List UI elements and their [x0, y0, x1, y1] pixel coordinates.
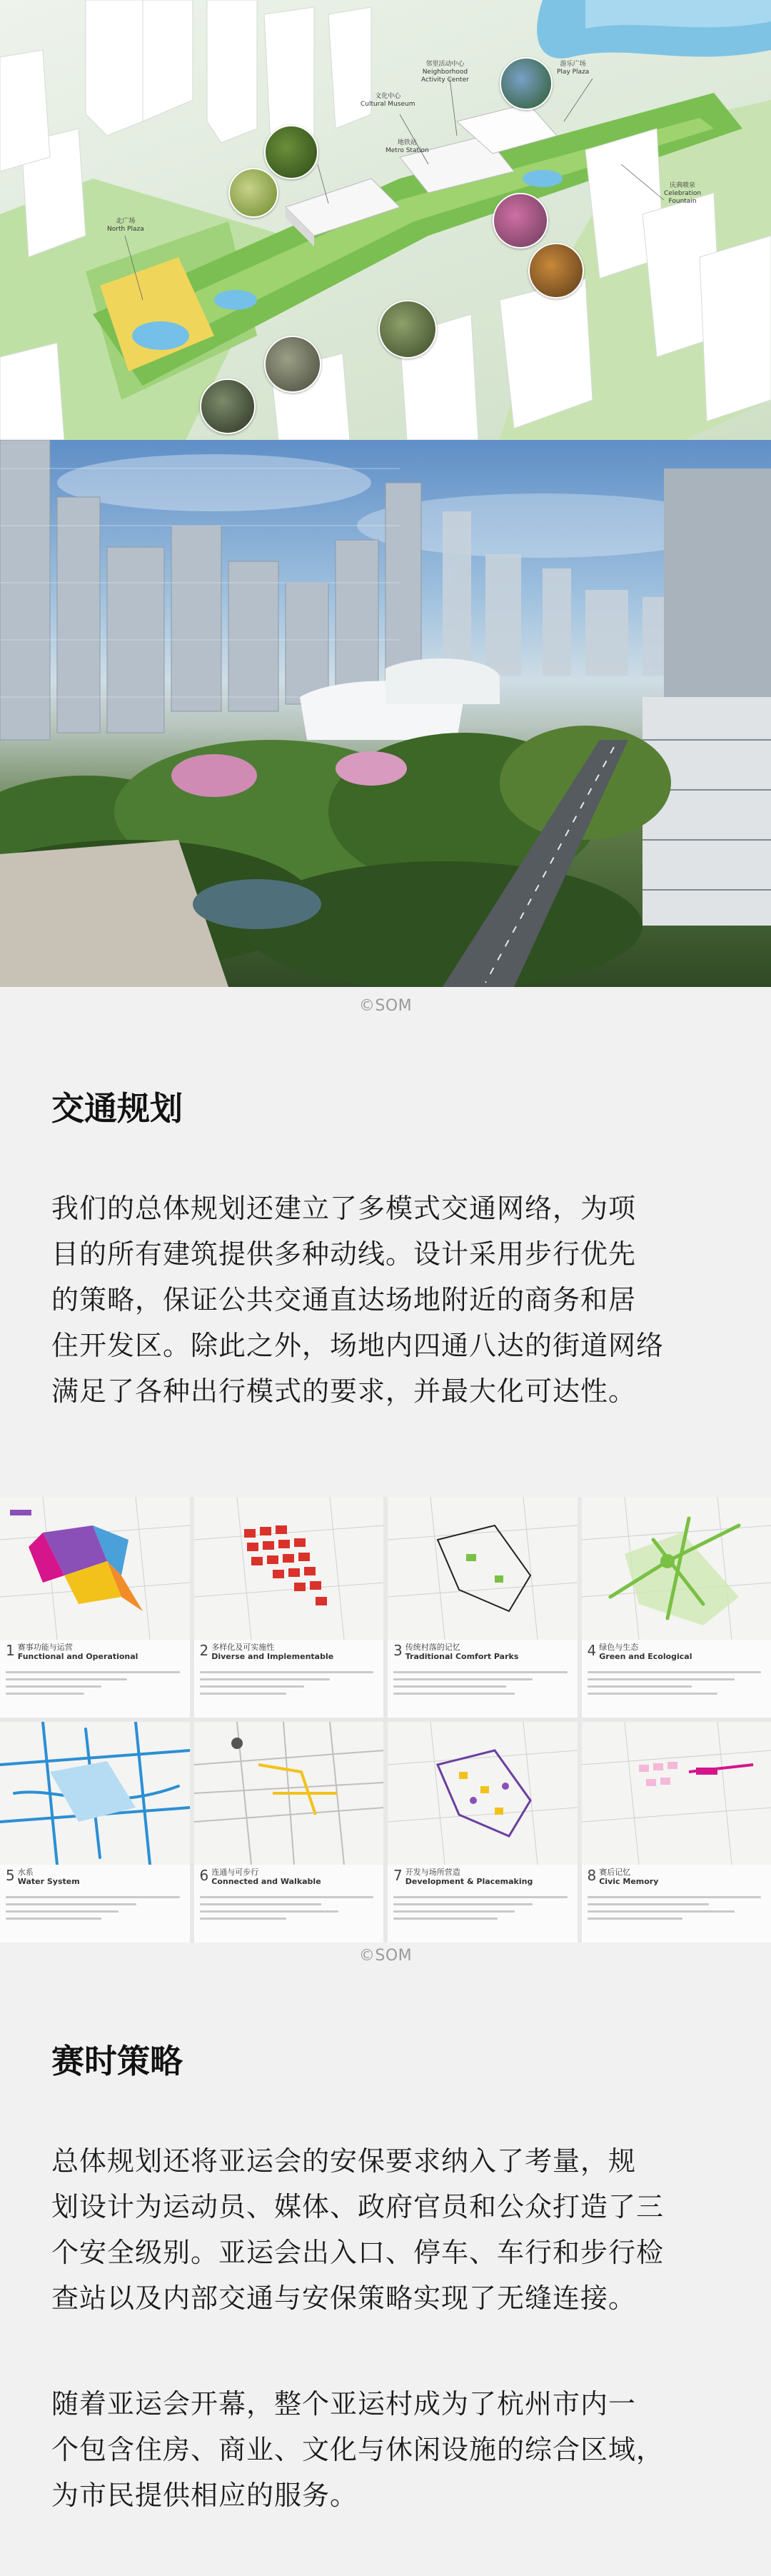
- diagram-number: 3: [393, 1642, 403, 1659]
- diagram-number: 5: [6, 1867, 15, 1884]
- diagram-title-en: Diverse and Implementable: [211, 1652, 334, 1661]
- diagram-title-cn: 传统村落的记忆: [405, 1643, 460, 1652]
- diagram-panel: [582, 1722, 771, 1943]
- diagram-number: 7: [393, 1867, 403, 1884]
- planting-photo-bubble: [500, 57, 553, 110]
- diagram-traditional: [388, 1497, 578, 1640]
- diagram-civic-memory: [582, 1722, 771, 1865]
- planting-photo-bubble: [378, 300, 437, 359]
- diagram-green: [582, 1497, 771, 1640]
- diagram-caption: [393, 1643, 573, 1661]
- paragraph-line: 目的所有建筑提供多种动线。设计采用步行优先: [51, 1238, 637, 1270]
- diagram-title-cn: 开发与场所营造: [405, 1868, 460, 1877]
- planting-photo-bubble: [493, 193, 548, 249]
- planting-photo-bubble: [228, 168, 278, 218]
- diagram-notes: [588, 1896, 762, 1925]
- diagram-panel: [194, 1497, 384, 1718]
- paragraph-line: 个包含住房、商业、文化与休闲设施的综合区域，: [51, 2434, 665, 2465]
- diagram-connected: [194, 1722, 384, 1865]
- callout-metro-station: 地铁站 Metro Station: [386, 139, 429, 154]
- diagram-map: [388, 1722, 578, 1865]
- planting-photo-bubble: [264, 336, 321, 393]
- planting-photo-bubble: [528, 243, 584, 299]
- diagram-caption: [200, 1868, 380, 1886]
- diagram-functional: [0, 1497, 190, 1640]
- diagram-map: [194, 1722, 384, 1865]
- diagram-notes: [588, 1671, 762, 1700]
- paragraph-line: 住开发区。除此之外，场地内四通八达的街道网络: [51, 1330, 665, 1361]
- callout-play-plaza: 游乐广场 Play Plaza: [557, 61, 590, 76]
- planting-photo-bubble: [264, 125, 318, 179]
- render-credit: ©SOM: [358, 997, 413, 1015]
- diagram-map: [0, 1497, 190, 1640]
- paragraph-line: 满足了各种出行模式的要求，并最大化可达性。: [51, 1375, 637, 1407]
- diagram-map: [388, 1497, 578, 1640]
- diagram-title-cn: 绿色与生态: [599, 1643, 639, 1652]
- diagram-title-en: Development & Placemaking: [405, 1877, 533, 1886]
- paragraph-line: 随着亚运会开幕，整个亚运村成为了杭州市内一: [51, 2388, 637, 2420]
- paragraph-line: 总体规划还将亚运会的安保要求纳入了考量，规: [51, 2145, 637, 2177]
- planting-photo-bubble: [200, 379, 256, 434]
- diagram-caption: [6, 1643, 186, 1661]
- diagram-caption: [393, 1868, 573, 1886]
- diagram-title-en: Traditional Comfort Parks: [405, 1652, 519, 1661]
- diagram-number: 8: [587, 1867, 597, 1884]
- diagram-title-en: Functional and Operational: [17, 1652, 138, 1661]
- diagram-title-cn: 水系: [17, 1868, 34, 1877]
- diagram-caption: [200, 1643, 380, 1661]
- diagram-panel: [0, 1497, 190, 1718]
- callout-activity-center: 邻里活动中心 Neighborhood Activity Center: [421, 61, 469, 84]
- paragraph-line: 划设计为运动员、媒体、政府官员和公众打造了三: [51, 2191, 665, 2222]
- diagram-title-en: Connected and Walkable: [211, 1877, 321, 1886]
- diagram-title-en: Water System: [17, 1877, 80, 1886]
- diagram-number: 1: [6, 1642, 15, 1659]
- diagram-credit: ©SOM: [358, 1947, 413, 1965]
- diagram-notes: [393, 1671, 568, 1700]
- diagram-caption: [588, 1643, 767, 1661]
- callout-cultural-museum: 文化中心 Cultural Museum: [361, 93, 415, 108]
- diagram-notes: [6, 1671, 180, 1700]
- diagram-title-cn: 赛事功能与运营: [17, 1643, 73, 1652]
- diagram-title-en: Civic Memory: [599, 1877, 659, 1886]
- paragraph-line: 的策略，保证公共交通直达场地附近的商务和居: [51, 1284, 637, 1315]
- diagram-notes: [200, 1671, 374, 1700]
- section-title-transport: 交通规划: [51, 1089, 183, 1128]
- paragraph-line: 查站以及内部交通与安保策略实现了无缝连接。: [51, 2282, 637, 2314]
- diagram-map: [194, 1497, 384, 1640]
- diagram-notes: [393, 1896, 568, 1925]
- diagram-number: 6: [199, 1867, 209, 1884]
- diagram-panel: [194, 1722, 384, 1943]
- diagram-title-cn: 连通与可步行: [211, 1868, 259, 1877]
- diagram-diverse: [194, 1497, 384, 1640]
- diagram-notes: [200, 1896, 374, 1925]
- section-title-games: 赛时策略: [51, 2042, 183, 2080]
- diagram-water: [0, 1722, 190, 1865]
- callout-north-plaza: 北广场 North Plaza: [107, 218, 144, 233]
- diagram-title-cn: 赛后记忆: [599, 1868, 631, 1877]
- diagram-title-cn: 多样化及可实施性: [211, 1643, 275, 1652]
- transport-paragraph: [51, 1186, 722, 1414]
- diagram-caption: [6, 1868, 186, 1886]
- paragraph-line: 个安全级别。亚运会出入口、停车、车行和步行检: [51, 2237, 665, 2268]
- paragraph-line: 我们的总体规划还建立了多模式交通网络，为项: [51, 1193, 637, 1224]
- diagram-notes: [6, 1896, 180, 1925]
- diagram-panel: [388, 1722, 578, 1943]
- diagram-panel: [388, 1497, 578, 1718]
- masterplan-aerial-illustration: [0, 0, 771, 440]
- games-paragraph-1: [51, 2138, 722, 2321]
- rendering-graphic: [0, 440, 771, 987]
- diagram-number: 2: [199, 1642, 209, 1659]
- diagram-map: [582, 1722, 771, 1865]
- paragraph-line: 为市民提供相应的服务。: [51, 2480, 358, 2511]
- diagram-panel: [582, 1497, 771, 1718]
- diagram-panel: [0, 1722, 190, 1943]
- games-paragraph-2: [51, 2381, 722, 2518]
- planning-diagrams-grid: [0, 1497, 771, 1943]
- diagram-title-en: Green and Ecological: [599, 1652, 692, 1661]
- diagram-caption: [588, 1868, 767, 1886]
- diagram-map: [582, 1497, 771, 1640]
- diagram-number: 4: [587, 1642, 597, 1659]
- diagram-development: [388, 1722, 578, 1865]
- callout-celebration-fountain: 庆典喷泉 Celebration Fountain: [664, 182, 702, 205]
- diagram-map: [0, 1722, 190, 1865]
- street-level-rendering: [0, 440, 771, 987]
